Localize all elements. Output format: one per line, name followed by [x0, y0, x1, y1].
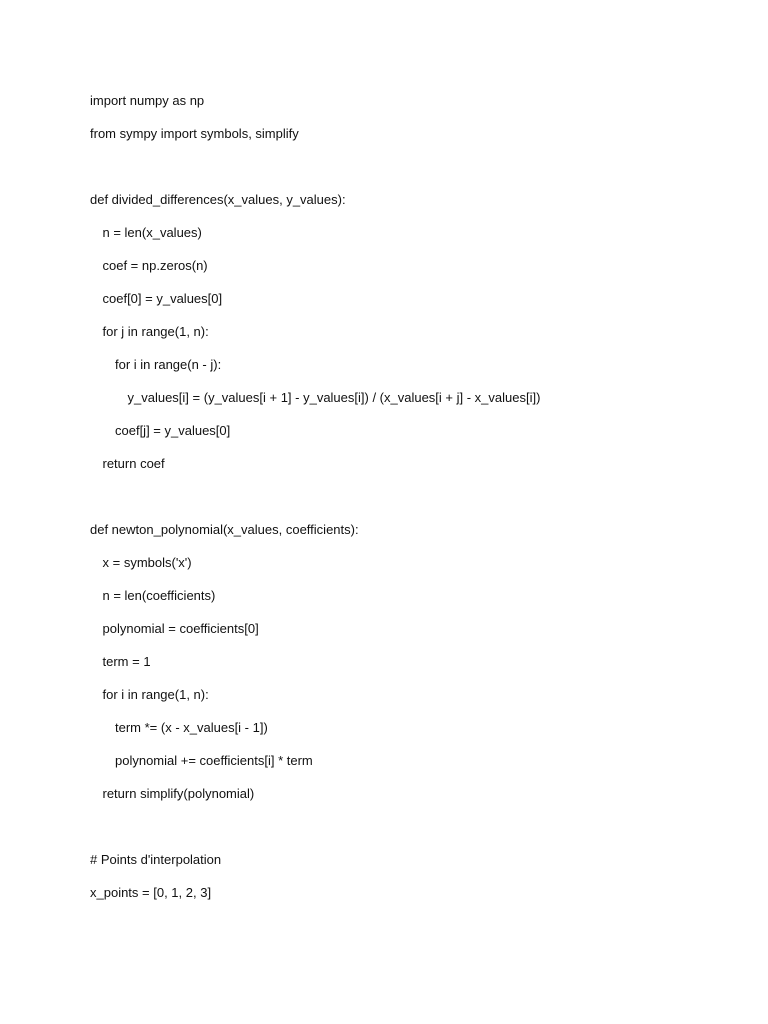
code-line: for i in range(1, n):: [102, 687, 209, 702]
code-line: def newton_polynomial(x_values, coefficients):: [90, 522, 359, 537]
code-line: n = len(coefficients): [102, 588, 216, 603]
code-line: coef[j] = y_values[0]: [115, 423, 231, 438]
code-line: x_points = [0, 1, 2, 3]: [90, 885, 212, 900]
code-line: import numpy as np: [90, 93, 205, 108]
code-line: from sympy import symbols, simplify: [90, 126, 299, 141]
code-line: for i in range(n - j):: [115, 357, 222, 372]
code-line: term *= (x - x_values[i - 1]): [115, 720, 268, 735]
code-block: [90, 93, 710, 918]
code-line: x = symbols('x'): [102, 555, 192, 570]
blank-line: [90, 159, 710, 175]
blank-line: [90, 819, 710, 835]
code-line: term = 1: [102, 654, 151, 669]
code-line: coef = np.zeros(n): [102, 258, 208, 273]
code-line: polynomial = coefficients[0]: [102, 621, 259, 636]
code-line: return coef: [102, 456, 165, 471]
code-line: return simplify(polynomial): [102, 786, 255, 801]
code-line: polynomial += coefficients[i] * term: [115, 753, 313, 768]
code-line: n = len(x_values): [102, 225, 202, 240]
code-line: for j in range(1, n):: [102, 324, 209, 339]
blank-line: [90, 489, 710, 505]
code-line: y_values[i] = (y_values[i + 1] - y_values[i]) / (x_values[i + j] - x_values[i]): [127, 390, 541, 405]
code-line: coef[0] = y_values[0]: [102, 291, 223, 306]
code-line: # Points d'interpolation: [90, 852, 222, 867]
code-line: def divided_differences(x_values, y_values):: [90, 192, 346, 207]
